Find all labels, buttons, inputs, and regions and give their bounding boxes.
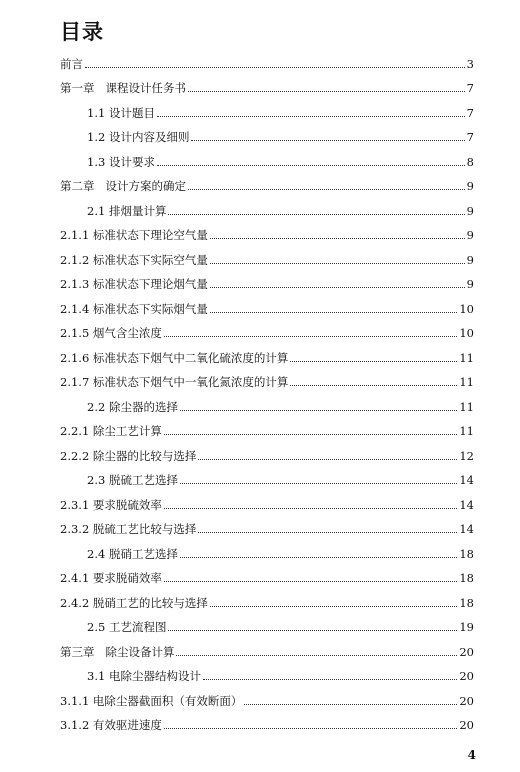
toc-entry-page: 7	[466, 105, 474, 120]
toc-entry-text: 第二章 设计方案的确定	[60, 179, 186, 193]
toc-dot-leader	[198, 531, 457, 533]
toc-entry-page: 7	[466, 130, 474, 144]
toc-entry-page: 18	[459, 571, 474, 585]
toc-entry-page: 8	[466, 154, 474, 169]
toc-entry[interactable]	[60, 193, 474, 218]
toc-entry-text: 前言	[60, 56, 83, 71]
toc-entry-text: 2.2.2 除尘器的比较与选择	[60, 448, 197, 463]
toc-entry[interactable]	[60, 659, 474, 684]
toc-dot-leader	[164, 433, 457, 435]
toc-dot-leader	[210, 286, 465, 288]
toc-entry-text: 1.3 设计要求	[87, 154, 155, 169]
toc-entry-page: 20	[459, 693, 474, 708]
toc-entry-page: 3	[466, 56, 474, 71]
toc-dot-leader	[191, 139, 464, 141]
toc-title: 目录	[60, 20, 104, 44]
toc-entry[interactable]	[60, 389, 474, 414]
toc-entry[interactable]	[60, 536, 474, 561]
toc-dot-leader	[164, 335, 457, 337]
toc-entry-page: 11	[459, 399, 474, 414]
toc-dot-leader	[244, 703, 457, 705]
toc-dot-leader	[180, 482, 457, 484]
toc-entry-page: 9	[466, 228, 474, 242]
toc-dot-leader	[188, 188, 465, 190]
toc-dot-leader	[164, 727, 457, 729]
toc-dot-leader	[180, 556, 457, 558]
toc-entry-page: 9	[466, 179, 474, 193]
toc-entry[interactable]	[60, 610, 474, 635]
toc-entry[interactable]	[60, 561, 474, 586]
toc-entry-page: 20	[459, 669, 474, 683]
toc-entry-page: 20	[459, 718, 474, 732]
toc-entry[interactable]	[60, 169, 474, 194]
toc-entry-text: 3.1.2 有效驱进速度	[60, 718, 162, 732]
toc-dot-leader	[176, 654, 457, 656]
toc-entry-text: 2.1.4 标准状态下实际烟气量	[60, 301, 208, 316]
toc-dot-leader	[290, 360, 457, 362]
toc-entry-page: 11	[459, 350, 474, 365]
toc-entry[interactable]	[60, 144, 474, 169]
toc-entry[interactable]	[60, 683, 474, 708]
toc-entry[interactable]	[60, 218, 474, 243]
page-number: 4	[467, 748, 476, 762]
toc-entry-page: 9	[466, 203, 474, 218]
toc-entry-text: 2.4 脱硝工艺选择	[87, 546, 178, 561]
toc-entry-page: 10	[459, 301, 474, 316]
toc-dot-leader	[164, 507, 457, 509]
toc-entry[interactable]	[60, 291, 474, 316]
toc-entry-text: 2.1.6 标准状态下烟气中二氧化硫浓度的计算	[60, 350, 289, 365]
toc-entry-page: 18	[459, 546, 474, 561]
toc-dot-leader	[157, 115, 465, 117]
toc-dot-leader	[203, 678, 457, 680]
toc-entry-page: 11	[459, 375, 474, 389]
toc-entry-text: 2.3.1 要求脱硫效率	[60, 497, 162, 512]
toc-entry-text: 2.3 脱硫工艺选择	[87, 473, 178, 487]
toc-entry-text: 第三章 除尘设备计算	[60, 644, 175, 659]
toc-dot-leader	[164, 580, 457, 582]
toc-entry-page: 12	[459, 448, 474, 463]
toc-entry[interactable]	[60, 438, 474, 463]
toc-entry-text: 2.1 排烟量计算	[87, 203, 167, 218]
toc-entry[interactable]	[60, 487, 474, 512]
toc-entry-text: 2.1.1 标准状态下理论空气量	[60, 228, 208, 242]
toc-entry-page: 20	[459, 644, 474, 659]
toc-entry-text: 2.2.1 除尘工艺计算	[60, 424, 162, 438]
toc-entry-text: 2.4.1 要求脱硝效率	[60, 571, 162, 585]
toc-entry[interactable]	[60, 463, 474, 488]
toc-entry[interactable]	[60, 242, 474, 267]
toc-entry-page: 9	[466, 277, 474, 291]
toc-dot-leader	[290, 384, 457, 386]
toc-entry-text: 1.1 设计题目	[87, 105, 155, 120]
toc-entry-page: 9	[466, 252, 474, 267]
toc-entry[interactable]	[60, 708, 474, 733]
toc-entry-text: 1.2 设计内容及细则	[87, 130, 190, 144]
toc-entry-page: 14	[459, 522, 474, 536]
toc-dot-leader	[168, 213, 464, 215]
toc-entry-text: 2.1.3 标准状态下理论烟气量	[60, 277, 208, 291]
toc-entry[interactable]	[60, 634, 474, 659]
toc-entry[interactable]	[60, 365, 474, 390]
toc-dot-leader	[85, 66, 465, 68]
toc-entry-page: 19	[459, 620, 474, 634]
toc-entry-text: 2.3.2 脱硫工艺比较与选择	[60, 522, 197, 536]
toc-dot-leader	[180, 409, 457, 411]
toc-dot-leader	[168, 629, 457, 631]
toc-entry-text: 3.1 电除尘器结构设计	[87, 669, 201, 683]
toc-entry[interactable]	[60, 585, 474, 610]
toc-entry-page: 18	[459, 595, 474, 610]
toc-entry-page: 14	[459, 473, 474, 487]
toc-entry-text: 2.1.2 标准状态下实际空气量	[60, 252, 208, 267]
toc-entry-text: 2.1.7 标准状态下烟气中一氧化氮浓度的计算	[60, 375, 289, 389]
toc-dot-leader	[198, 458, 457, 460]
toc-entry-text: 2.1.5 烟气含尘浓度	[60, 326, 162, 340]
toc-entry[interactable]	[60, 267, 474, 292]
toc-dot-leader	[157, 164, 465, 166]
toc-entry-page: 7	[466, 81, 474, 95]
toc-list	[60, 46, 474, 732]
toc-entry[interactable]	[60, 120, 474, 145]
toc-entry-text: 2.4.2 脱硝工艺的比较与选择	[60, 595, 208, 610]
toc-entry-page: 11	[459, 424, 474, 438]
toc-entry-text: 2.5 工艺流程图	[87, 620, 167, 634]
toc-entry[interactable]	[60, 414, 474, 439]
toc-entry[interactable]	[60, 512, 474, 537]
toc-entry[interactable]	[60, 95, 474, 120]
toc-dot-leader	[210, 311, 457, 313]
toc-entry-text: 2.2 除尘器的选择	[87, 399, 178, 414]
toc-entry[interactable]	[60, 340, 474, 365]
toc-dot-leader	[210, 262, 465, 264]
toc-dot-leader	[210, 605, 457, 607]
toc-entry-page: 14	[459, 497, 474, 512]
toc-entry[interactable]	[60, 316, 474, 341]
toc-entry[interactable]	[60, 46, 474, 71]
toc-entry-text: 第一章 课程设计任务书	[60, 81, 186, 95]
toc-entry[interactable]	[60, 71, 474, 96]
toc-entry-text: 3.1.1 电除尘器截面积（有效断面）	[60, 693, 243, 708]
toc-dot-leader	[188, 90, 465, 92]
toc-dot-leader	[210, 237, 465, 239]
toc-entry-page: 10	[459, 326, 474, 340]
